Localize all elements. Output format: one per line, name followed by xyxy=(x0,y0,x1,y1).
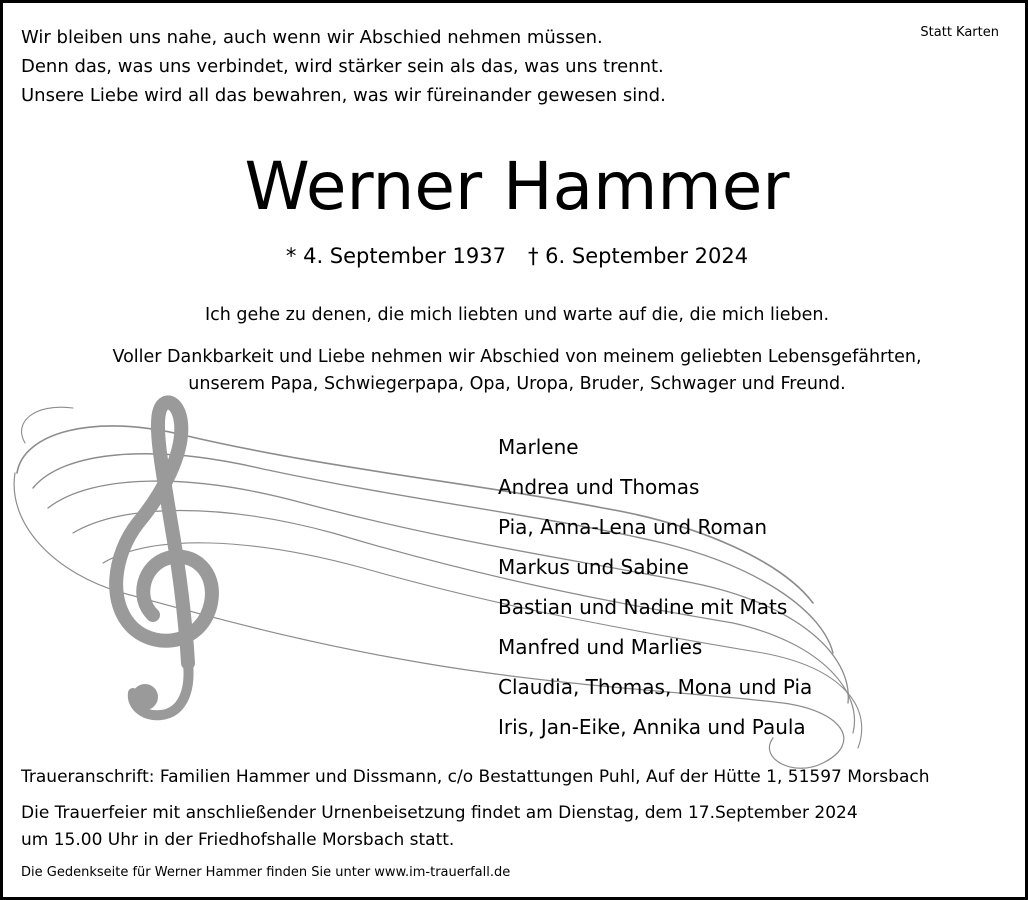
mourner-entry: Claudia, Thomas, Mona und Pia xyxy=(498,675,813,699)
life-dates xyxy=(3,244,1028,268)
farewell-quote: Ich gehe zu denen, die mich liebten und warte auf die, die mich lieben. xyxy=(204,305,830,325)
memorial-page-note: Die Gedenkseite für Werner Hammer finden Sie unter www.im-trauerfall.de xyxy=(21,865,511,880)
ceremony-info xyxy=(21,800,858,854)
mourner-entry: Manfred und Marlies xyxy=(498,635,703,659)
poem-line: Unsere Liebe wird all das bewahren, was wir füreinander gewesen sind. xyxy=(21,85,666,106)
mourner-entry: Iris, Jan-Eike, Annika und Paula xyxy=(498,715,806,739)
statt-karten-label: Statt Karten xyxy=(920,25,999,40)
poem-line: Wir bleiben uns nahe, auch wenn wir Abschied nehmen müssen. xyxy=(21,27,603,48)
mourner-entry: Marlene xyxy=(498,435,579,459)
gratitude-text xyxy=(3,344,1028,398)
ceremony-line: Die Trauerfeier mit anschließender Urnenbeisetzung findet am Dienstag, dem 17.September 2024 xyxy=(21,803,858,823)
mourners-list xyxy=(498,427,812,747)
gratitude-line: Voller Dankbarkeit und Liebe nehmen wir Abschied von meinem geliebten Lebensgefährten, xyxy=(112,347,922,367)
mourner-entry: Markus und Sabine xyxy=(498,555,689,579)
mourning-address: Traueranschrift: Familien Hammer und Dissmann, c/o Bestattungen Puhl, Auf der Hütte 1, 51597 Morsbach xyxy=(21,767,930,787)
gratitude-line: unserem Papa, Schwiegerpapa, Opa, Uropa, Bruder, Schwager und Freund. xyxy=(188,374,846,394)
opening-poem xyxy=(21,23,666,110)
mourner-entry: Andrea und Thomas xyxy=(498,475,700,499)
birth-date: * 4. September 1937 xyxy=(285,244,506,268)
poem-line: Denn das, was uns verbindet, wird stärker sein als das, was uns trennt. xyxy=(21,56,664,77)
death-date: † 6. September 2024 xyxy=(528,244,749,268)
deceased-name: Werner Hammer xyxy=(244,148,790,225)
mourner-entry: Bastian und Nadine mit Mats xyxy=(498,595,788,619)
ceremony-line: um 15.00 Uhr in der Friedhofshalle Morsbach statt. xyxy=(21,830,455,850)
mourner-entry: Pia, Anna-Lena und Roman xyxy=(498,515,768,539)
